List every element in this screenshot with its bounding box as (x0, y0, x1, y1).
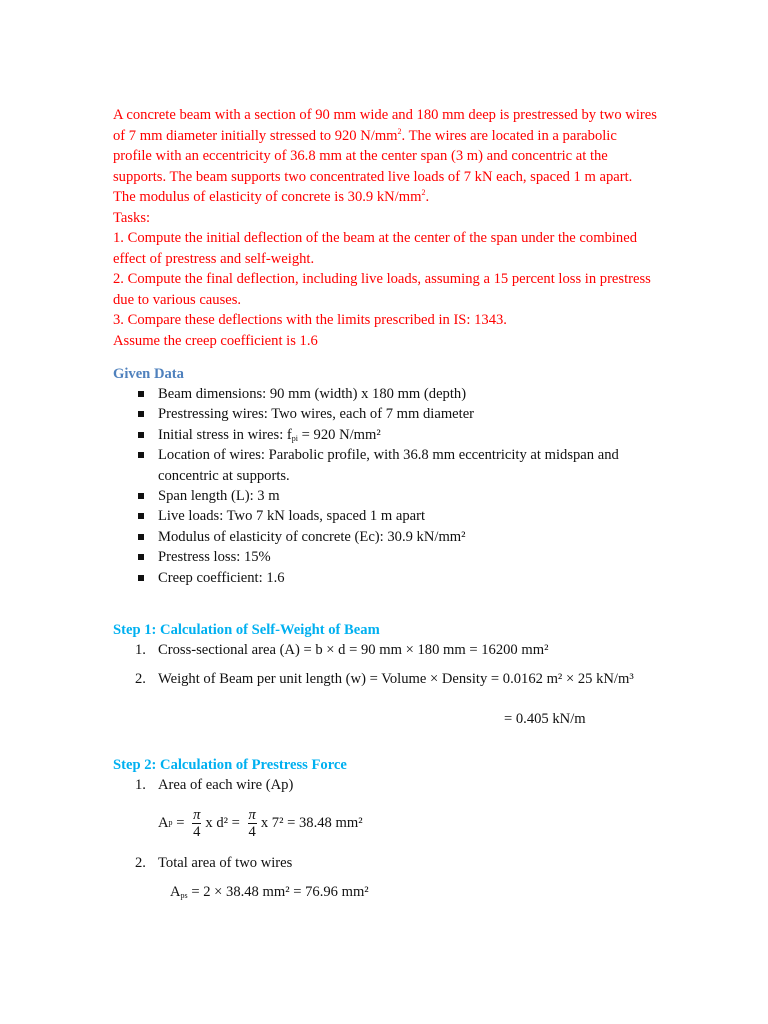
total-wire-area-equation (113, 882, 658, 902)
list-number: 2. (135, 855, 146, 872)
list-item-text: Creep coefficient: 1.6 (158, 569, 285, 586)
step1-list (113, 640, 658, 690)
bullet-icon (138, 534, 144, 540)
wire-area-equation: A p = $\frac{\pi}{4}$ x d² = $\frac{\pi}{4}$ x 7² = 38.48 mm² (158, 806, 363, 840)
pi-over-4-fraction (192, 807, 201, 840)
equation-text: x 7² = 38.48 mm² (260, 814, 363, 831)
list-item (113, 506, 658, 526)
list-item (113, 775, 658, 795)
bullet-icon (138, 391, 144, 397)
list-item (113, 547, 658, 567)
list-item-text: Modulus of elasticity of concrete (Ec): 30.9 kN/mm² (158, 528, 466, 545)
list-item-text: Cross-sectional area (A) = b × d = 90 mm × 180 mm = 16200 mm² (158, 642, 549, 659)
given-data-list (113, 384, 658, 588)
list-item-text: Live loads: Two 7 kN loads, spaced 1 m apart (158, 508, 426, 525)
step2-list (113, 775, 658, 795)
step2-list (113, 853, 658, 873)
bullet-icon (138, 513, 144, 519)
list-item (113, 853, 658, 873)
problem-paragraph (113, 105, 658, 208)
list-item (113, 425, 658, 445)
tasks-label: Tasks: (113, 209, 151, 226)
list-item (113, 445, 658, 486)
list-item-text: Area of each wire (Ap) (158, 776, 294, 793)
list-item (113, 384, 658, 404)
list-item-text: Total area of two wires (158, 855, 293, 872)
list-item (113, 486, 658, 506)
subscript-ps: ps (180, 890, 188, 900)
list-item-text: Span length (L): 3 m (158, 488, 280, 505)
list-number: 2. (135, 671, 146, 688)
list-item-text: Weight of Beam per unit length (w) = Volume × Density = 0.0162 m² × 25 kN/m³ (158, 671, 634, 688)
equation-text: = 2 × 38.48 mm² = 76.96 mm² (187, 883, 369, 900)
given-data-heading: Given Data (113, 366, 184, 382)
bullet-icon (138, 411, 144, 417)
list-item-text: Initial stress in wires: f (158, 426, 292, 443)
task-3: 3. Compare these deflections with the limits prescribed in IS: 1343. (113, 312, 507, 328)
list-item (113, 568, 658, 588)
list-item-text: Prestress loss: 15% (158, 549, 271, 566)
step1-heading: Step 1: Calculation of Self-Weight of Beam (113, 622, 380, 639)
task-1: 1. Compute the initial deflection of the beam at the center of the span under the combined effect of prestress and self-weight. (113, 230, 637, 267)
fraction-numerator: π (248, 806, 256, 823)
problem-text-a: A concrete beam with a section of 90 mm wide and 180 mm deep is prestressed by two wires of 7 mm diameter initially stressed to 920 N/mm (113, 107, 657, 144)
list-item-text: Location of wires: Parabolic profile, with 36.8 mm eccentricity at midspan and concentric at supports. (158, 447, 619, 484)
fraction-numerator: π (193, 806, 201, 823)
problem-text-b: . The wires are located in a parabolic profile with an eccentricity of 36.8 mm at the center span (3 m) and concentric at the supports. The beam supports two concentrated live loads of 7 kN each, spaced 1 m apart. The modulus of elasticity of concrete is 30.9 kN/mm (113, 127, 633, 205)
bullet-icon (138, 575, 144, 581)
list-item-text: = 920 N/mm² (298, 426, 381, 443)
superscript-2: 2 (397, 126, 402, 136)
step2-heading: Step 2: Calculation of Prestress Force (113, 756, 347, 773)
bullet-icon (138, 432, 144, 438)
problem-statement (113, 105, 658, 351)
list-number: 1. (135, 642, 146, 659)
equation-text: A (170, 883, 181, 900)
weight-result: = 0.405 kN/m (504, 710, 586, 727)
list-item-text: Beam dimensions: 90 mm (width) x 180 mm (depth) (158, 386, 467, 402)
subscript-pi: pi (291, 433, 298, 443)
list-item (113, 527, 658, 547)
equation-text: A (158, 814, 169, 831)
list-item (113, 404, 658, 424)
problem-text-c: . (425, 189, 430, 205)
creep-note: Assume the creep coefficient is 1.6 (113, 332, 318, 349)
bullet-icon (138, 554, 144, 560)
equation-text: x d² = (205, 814, 244, 831)
bullet-icon (138, 452, 144, 458)
list-item (113, 640, 658, 660)
task-2: 2. Compute the final deflection, including live loads, assuming a 15 percent loss in prestress due to various causes. (113, 271, 651, 308)
list-item (113, 669, 658, 689)
fraction-denominator: 4 (193, 823, 201, 840)
bullet-icon (138, 493, 144, 499)
pi-over-4-fraction (248, 807, 257, 840)
superscript-2: 2 (421, 188, 426, 197)
equation-text: = (172, 814, 189, 831)
document-page (113, 105, 658, 902)
list-number: 1. (135, 776, 146, 793)
list-item-text: Prestressing wires: Two wires, each of 7 mm diameter (158, 406, 475, 423)
fraction-denominator: 4 (248, 823, 256, 840)
